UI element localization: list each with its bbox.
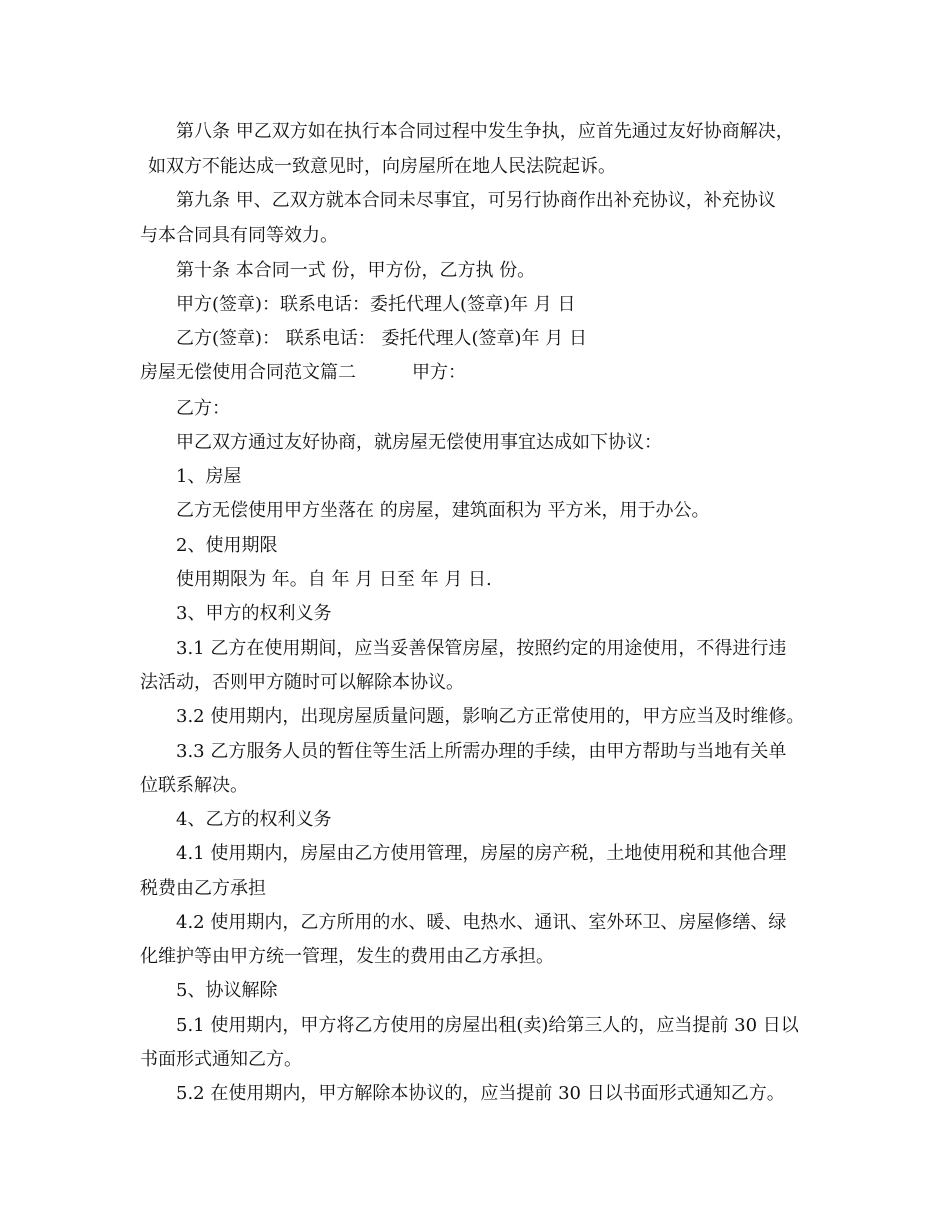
heading-5-termination: 5、协议解除	[176, 980, 278, 1001]
clause-8-line-2: 如双方不能达成一致意见时，向房屋所在地人民法院起诉。	[148, 156, 616, 177]
clause-10: 第十条 本合同一式 份，甲方份，乙方执 份。	[176, 260, 536, 281]
item-3-1-line-1: 3.1 乙方在使用期间，应当妥善保管房屋，按照约定的用途使用，不得进行违	[176, 638, 787, 659]
section-title-line	[140, 362, 466, 384]
section-title: 房屋无偿使用合同范文篇二	[140, 362, 356, 383]
item-4-1-line-2: 税费由乙方承担	[140, 878, 266, 899]
item-3-3-line-2: 位联系解决。	[140, 775, 248, 796]
clause-8-line-1: 第八条 甲乙双方如在执行本合同过程中发生争执，应首先通过友好协商解决，	[176, 121, 794, 142]
item-5-1-line-2: 书面形式通知乙方。	[140, 1049, 302, 1070]
heading-2-term: 2、使用期限	[176, 535, 278, 556]
heading-3-party-a-rights: 3、甲方的权利义务	[176, 603, 332, 624]
item-5-2: 5.2 在使用期内，甲方解除本协议的，应当提前 30 日以书面形式通知乙方。	[176, 1083, 785, 1104]
clause-9-line-2: 与本合同具有同等效力。	[140, 225, 338, 246]
heading-1-house: 1、房屋	[176, 466, 242, 487]
item-4-2-line-2: 化维护等由甲方统一管理，发生的费用由乙方承担。	[140, 946, 554, 967]
item-5-1-line-1: 5.1 使用期内，甲方将乙方使用的房屋出租(卖)给第三人的，应当提前 30 日以	[176, 1015, 799, 1036]
item-3-2: 3.2 使用期内，出现房屋质量问题，影响乙方正常使用的，甲方应当及时维修。	[176, 706, 805, 727]
party-b-signature-line: 乙方(签章)： 联系电话： 委托代理人(签章)年 月 日	[176, 328, 587, 349]
item-4-1-line-1: 4.1 使用期内，房屋由乙方使用管理，房屋的房产税，土地使用税和其他合理	[176, 843, 787, 864]
item-3-3-line-1: 3.3 乙方服务人员的暂住等生活上所需办理的手续，由甲方帮助与当地有关单	[176, 741, 787, 762]
heading-4-party-b-rights: 4、乙方的权利义务	[176, 809, 332, 830]
item-3-1-line-2: 法活动，否则甲方随时可以解除本协议。	[140, 672, 464, 693]
party-a-signature-line: 甲方(签章)：联系电话：委托代理人(签章)年 月 日	[176, 294, 576, 315]
party-a-label: 甲方：	[412, 362, 466, 383]
term-description: 使用期限为 年。自 年 月 日至 年 月 日.	[176, 569, 492, 590]
house-description: 乙方无偿使用甲方坐落在 的房屋，建筑面积为 平方米，用于办公。	[176, 500, 710, 521]
item-4-2-line-1: 4.2 使用期内，乙方所用的水、暖、电热水、通讯、室外环卫、房屋修缮、绿	[176, 912, 787, 933]
agreement-intro: 甲乙双方通过友好协商，就房屋无偿使用事宜达成如下协议：	[176, 432, 662, 453]
party-b-label: 乙方：	[176, 398, 230, 419]
clause-9-line-1: 第九条 甲、乙双方就本合同未尽事宜，可另行协商作出补充协议，补充协议	[176, 190, 776, 211]
